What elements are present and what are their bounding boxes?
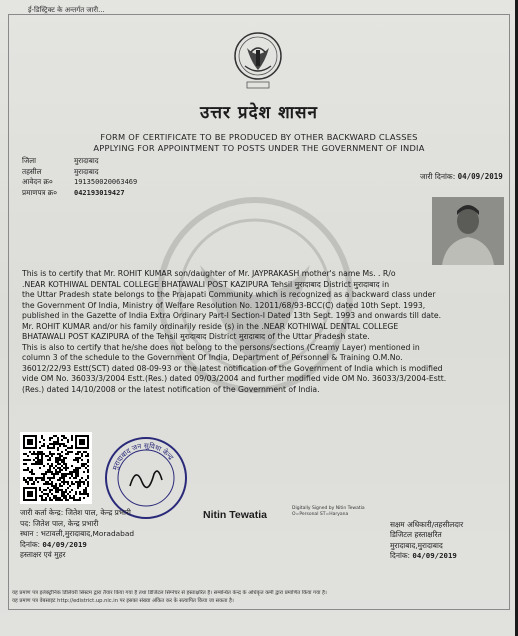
certificate-footer [12, 590, 506, 605]
form-title-line2: APPLYING FOR APPOINTMENT TO POSTS UNDER THE GOVERNMENT OF INDIA [93, 143, 425, 153]
footer-line2: यह प्रमाण पत्र वेबसाइट http://edistrict.up.nic.in पर इसका संख्या अंकित कर के सत्यापित किया जा सकता है। [12, 597, 234, 604]
body-line: the Uttar Pradesh state belongs to the Prajapati Community which is recognized as a backward class under [22, 290, 436, 300]
authority-title: सक्षम अधिकारी/तहसीलदार [390, 520, 464, 529]
issuing-date: दिनांक: 04/09/2019 [20, 539, 87, 549]
body-line: .NEAR KOTHIWAL DENTAL COLLEGE BHATAWALI POST KAZIPURA Tehsil मुरादाबाद District मुरादाबाद in [22, 279, 390, 289]
authority-date: दिनांक: 04/09/2019 [390, 551, 457, 561]
qr-code-icon [23, 435, 89, 501]
up-emblem-icon [233, 30, 283, 92]
signatory-name: Nitin Tewatia [203, 509, 267, 521]
meta-row-district: जिला मुरादाबाद [22, 156, 99, 165]
heading: उत्तर प्रदेश शासन [199, 103, 318, 123]
form-title-line1: FORM OF CERTIFICATE TO BE PRODUCED BY OTHER BACKWARD CLASSES [100, 132, 418, 142]
issuing-center: जारी कर्ता केन्द्र: जितेश पाल, केन्द्र प्रभारी [20, 508, 131, 517]
body-line: published in the Gazette of India Extra Ordinary Part-I Section-I Dated 13th Sept. 1993 and onwards till date. [22, 311, 442, 321]
body-line: column 3 of the schedule to the Government Of India, Department of Personnel & Training O.M.No. [22, 353, 403, 363]
meta-row-tehsil: तहसील मुरादाबाद [22, 166, 99, 176]
issuing-center-info [20, 508, 134, 561]
competent-authority-info [390, 520, 463, 562]
body-line: the Government Of India, Ministry of Welfare Resolution No. 12011/68/93-BCC(C) dated 10th Sept. 1993, [22, 300, 426, 310]
certificate-meta [22, 156, 137, 198]
body-line: This is also to certify that he/she does not belong to the persons/sections (Creamy Layer) mentioned in [22, 342, 420, 352]
body-line: Mr. ROHIT KUMAR and/or his family ordinarily reside (s) in the .NEAR KOTHIWAL DENTAL COLLEGE [22, 321, 399, 331]
issuing-stamp-label: हस्ताक्षर एवं मुहर [20, 550, 66, 559]
issue-date: जारी दिनांक: 04/09/2019 [420, 172, 503, 181]
seal-text: मुरादाबाद जन सुविधा केन्द्र [111, 441, 175, 472]
person-photo-icon [432, 197, 504, 265]
applicant-photo [432, 197, 504, 265]
authority-digital: डिजिटल हस्ताक्षरित [390, 530, 442, 540]
body-line: vide OM No. 36033/3/2004 Estt.(Res.) dated 09/03/2004 and further modified vide OM No. 36033/3/2004-Estt. [22, 374, 447, 384]
authority-location: मुरादाबाद,मुरादाबाद [390, 540, 443, 550]
digital-signature-note: Digitally Signed by Nitin Tewatia O=Personal ST=Haryana [292, 506, 365, 517]
meta-row-application-no: आवेदन क्र० 191350020063469 [22, 177, 138, 186]
issuing-place: स्थान : भटावली,मुरादाबाद,Moradabad [20, 529, 135, 538]
qr-code [20, 432, 92, 504]
footer-line1: यह प्रमाण पत्र इलेक्ट्रॉनिक डिलिवरी सिस्टम द्वारा तैयार किया गया है तथा डिजिटल सिग्नेचर से हस्ताक्षरित है। सम्बन्धित केन्द्र के अधिकृत कर्मी द्वारा प्रमाणित किया गया है। [12, 590, 327, 596]
body-line: (Res.) dated 14/10/2008 or the latest notification of the Government of India. [22, 385, 320, 395]
top-note: ई-डिस्ट्रिक्ट के अन्तर्गत जारी... [28, 6, 105, 14]
meta-row-certificate-no: प्रमाणपत्र क्र० 042193019427 [22, 187, 125, 197]
body-line: This is to certify that Mr. ROHIT KUMAR son/daughter of Mr. JAYPRAKASH mother's name Ms. . R/o [22, 269, 396, 278]
issuing-post: पद: जितेश पाल, केन्द्र प्रभारी [20, 518, 99, 528]
body-line: 36012/22/93 Estt(SCT) dated 08-09-93 or the latest notification of the Government of India which is modified [22, 363, 443, 373]
certificate-body [22, 269, 502, 396]
body-line: BHATAWALI POST KAZIPURA of the Tehsil मुरादाबाद District मुरादाबाद of the Uttar Pradesh state. [22, 332, 370, 342]
